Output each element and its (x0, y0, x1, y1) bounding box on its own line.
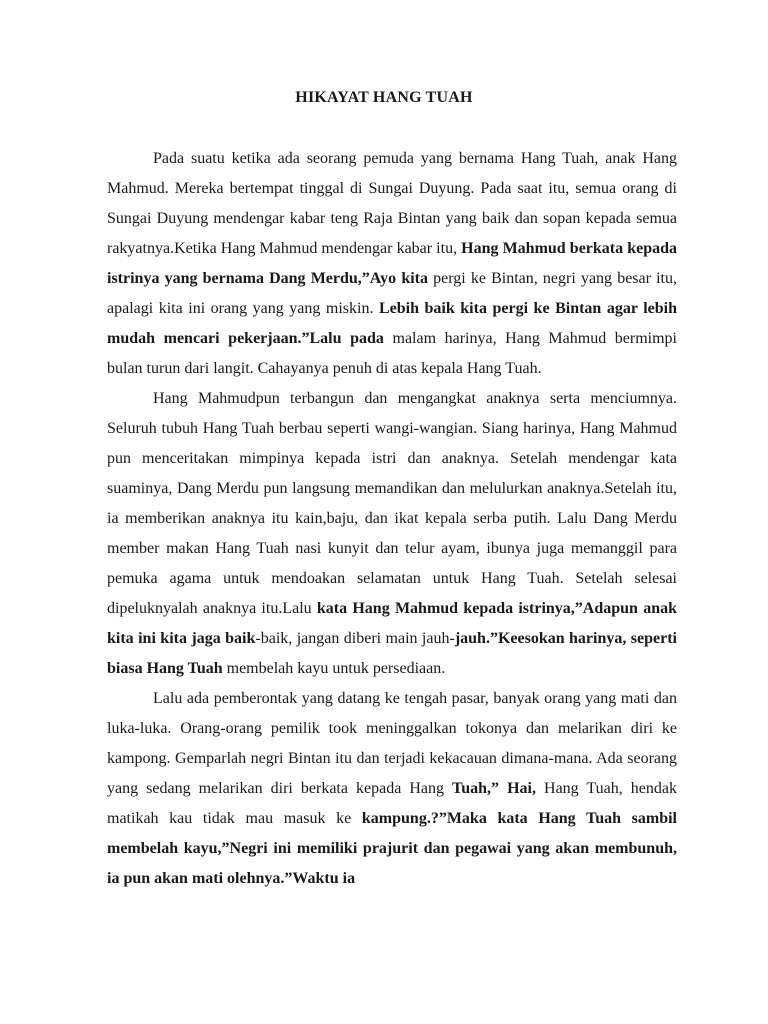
text-segment: Lalu ada pemberontak yang datang ke tengah pasar, banyak orang yang mati dan luka-luka. Orang-orang pemilik took meninggalkan tokonya dan melarikan diri ke kampong. Gemparlah negri Bintan itu dan terjadi kekacauan dimana-mana. Ada seorang yang sedang melarikan diri berkata kepada Hang (107, 690, 677, 797)
paragraph (107, 384, 677, 684)
text-segment: Hang Mahmudpun terbangun dan mengangkat anaknya serta menciumnya. Seluruh tubuh Hang Tuah berbau seperti wangi-wangian. Siang harinya, Hang Mahmud pun menceritakan mimpinya kepada istri dan anaknya. Setelah mendengar kata suaminya, Dang Merdu pun langsung memandikan dan melulurkan anaknya.Setelah itu, ia memberikan anaknya itu kain,baju, dan ikat kepala serba putih. Lalu Dang Merdu member makan Hang Tuah nasi kunyit dan telur ayam, ibunya juga memanggil para pemuka agama untuk mendoakan selamatan untuk Hang Tuah. Setelah selesai dipeluknyalah anaknya itu.Lalu (107, 390, 677, 617)
paragraph (107, 684, 677, 894)
text-segment: membelah kayu untuk persediaan. (222, 660, 446, 677)
bold-text-segment: kampung.?”Maka kata Hang Tuah sambil membelah kayu,”Negri ini memiliki prajurit dan pegawai yang akan membunuh, ia pun akan mati olehnya.”Waktu ia (107, 810, 677, 887)
text-segment: -baik, jangan diberi main jauh- (255, 630, 455, 647)
bold-text-segment: Hang Mahmud berkata kepada istrinya yang bernama Dang Merdu,”Ayo kita (107, 240, 678, 287)
bold-text-segment: jauh.”Keesokan harinya, seperti biasa Hang Tuah (107, 630, 678, 677)
text-segment: malam harinya, Hang Mahmud bermimpi bulan turun dari langit. Cahayanya penuh di atas kepala Hang Tuah. (107, 330, 678, 377)
text-segment: pergi ke Bintan, negri yang besar itu, apalagi kita ini orang yang yang miskin. (107, 270, 677, 317)
document-title: HIKAYAT HANG TUAH (295, 89, 473, 106)
document-body (107, 144, 677, 894)
bold-text-segment: Tuah,” Hai, (452, 780, 536, 797)
bold-text-segment: Lebih baik kita pergi ke Bintan agar lebih mudah mencari pekerjaan.”Lalu pada (107, 300, 677, 347)
bold-text-segment: kata Hang Mahmud kepada istrinya,”Adapun anak kita ini kita jaga baik (107, 600, 677, 647)
paragraph (107, 144, 677, 384)
text-segment: Hang Tuah, hendak matikah kau tidak mau masuk ke (107, 780, 677, 827)
text-segment: Pada suatu ketika ada seorang pemuda yang bernama Hang Tuah, anak Hang Mahmud. Mereka bertempat tinggal di Sungai Duyung. Pada saat itu, semua orang di Sungai Duyung mendengar kabar teng Raja Bintan yang baik dan sopan kepada semua rakyatnya.Ketika Hang Mahmud mendengar kabar itu, (107, 150, 677, 257)
